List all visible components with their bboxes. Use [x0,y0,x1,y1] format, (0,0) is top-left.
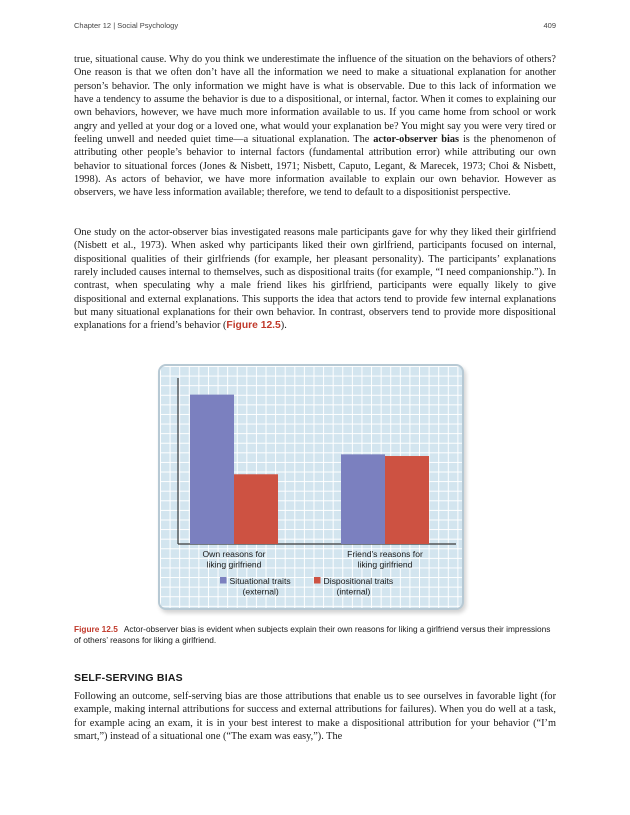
category-label-own-line-1: Own reasons for [202,549,266,559]
legend-swatch-dispositional [314,577,321,584]
figure-caption [74,624,556,646]
legend-swatch-situational [220,577,227,584]
bar-friend-dispositional [385,456,429,544]
chapter-title: Chapter 12 | Social Psychology [74,21,179,30]
bar-own-dispositional [234,474,278,544]
p2-text-a: One study on the actor-observer bias investigated reasons male participants gave for why they liked their girlfriend (Nisbett et al., 1973). When asked why participants liked their own girlfriend, participants focused on internal, dispositional qualities of their girlfriends (for example, her pleasant personality). The participants’ explanations rarely included causes internal to themselves, such as dispositional traits (for example, “I need companionship.”). In contrast, when speculating why a male friend likes his girlfriend, participants were equally likely to give dispositional and external explanations. This supports the idea that actors tend to provide few internal explanations but many situational explanations for their own behavior. In contrast, observers tend to provide more dispositional explanations for a friend’s behavior ( [74,227,556,332]
p1-text-b: is the phenomenon of attributing other people’s behavior to internal factors (fundamental attribution error) while attributing our own behavior to situational forces (Jones & Nisbett, 1971; Nisbett, Caputo, Legant, & Marecek, 1973; Choi & Nisbett, 1998). As actors of behavior, we have more information available to explain our own behavior. However as observers, we have less information available; therefore, we tend to default to a dispositionist perspective. [74,134,557,199]
figure-12-5-link[interactable]: Figure 12.5 [226,320,281,332]
paragraph-2 [74,226,556,333]
legend-label-situational-line-1: Situational traits [229,576,291,586]
p2-text-b: ). [280,320,287,332]
caption-text: Actor-observer bias is evident when subjects explain their own reasons for liking a girlfriend versus their impressions of others’ reasons for liking a girlfriend. [74,624,551,645]
p1-text-a: true, situational cause. Why do you think we underestimate the influence of the situation on the behaviors of others? One reason is that we often don’t have all the information we need to make a situational explanation for another person’s behavior. The only information we might have is what is observable. Due to this lack of information we have a tendency to assume the behavior is due to a dispositional, or internal, factor. When it comes to explaining our own behaviors, however, we have much more information available to us. If you came home from school or work angry and yelled at your dog or a loved one, what would your explanation be? You might say you were very tired or feeling unwell and needed quiet time—a situational explanation. The [74,54,556,146]
bar-own-situational [190,395,234,544]
paragraph-3: Following an outcome, self-serving bias are those attributions that enable us to see ourselves in favorable light (for example, making internal attributions for success and external attributions for failures). When you do well at a task, for example acing an exam, it is in your best interest to make a dispositional attribution for your behavior (“I’m smart,”) instead of a situational one (“The exam was easy,”). The [74,691,556,743]
figure-12-5-chart [158,364,464,610]
category-label-friend-line-2: liking girlfriend [357,559,413,570]
category-label-own-line-2: liking girlfriend [206,559,262,570]
legend-label-dispositional-line-1: Dispositional traits [323,576,394,586]
category-label-friend-line-1: Friend's reasons for [347,549,423,559]
page-number: 409 [543,21,556,30]
caption-label: Figure 12.5 [74,624,118,634]
section-heading: SELF-SERVING BIAS [74,672,183,684]
bar-chart [160,366,462,608]
page-header [74,21,556,30]
legend-label-situational-line-2: (external) [242,586,279,597]
legend-label-dispositional-line-2: (internal) [336,586,371,597]
bar-friend-situational [341,454,385,544]
term-actor-observer-bias: actor-observer bias [373,134,459,146]
paragraph-1 [74,53,556,200]
